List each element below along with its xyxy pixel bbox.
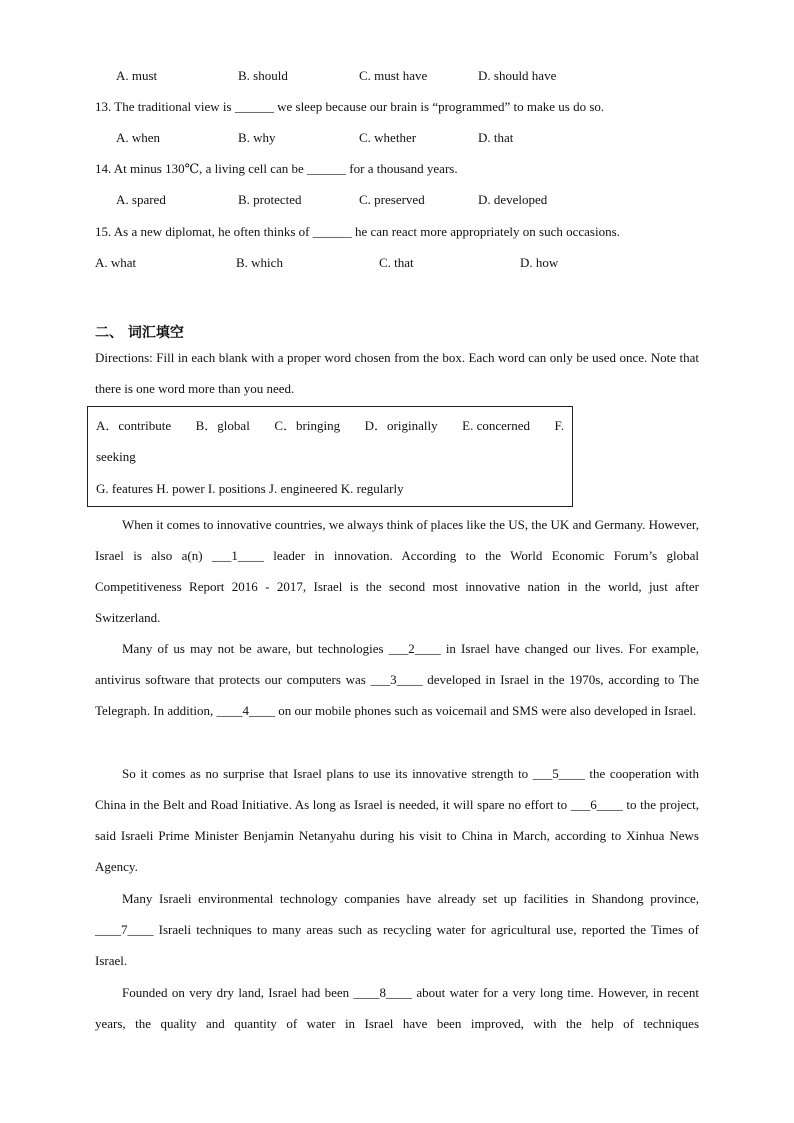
word-bank-line-1 xyxy=(96,410,564,441)
word-bank-box xyxy=(87,406,573,507)
q12-option-d: D. should have xyxy=(478,68,557,83)
word-option-f-label: F. xyxy=(554,418,564,433)
paragraph-text: When it comes to innovative countries, we always think of places like the US, the UK and Germany. However, Israel is also a(n) ___1____ leader in innovation. According to the World Economic Forum’s global Competitiveness Report 2016 - 2017, Israel is the second most innovative nation in the world, just after Switzerland. xyxy=(95,517,699,625)
passage-paragraph-2 xyxy=(95,633,699,726)
paragraph-text: Many Israeli environmental technology companies have already set up facilities in Shandong province, ____7____ Israeli techniques to many areas such as recycling water for agricultural use, reported the Times of Israel. xyxy=(95,891,699,968)
q13-options xyxy=(0,122,794,153)
q15-stem: 15. As a new diplomat, he often thinks of ______ he can react more appropriately on such occasions. xyxy=(95,224,620,239)
q14-option-b: B. protected xyxy=(238,192,302,207)
paragraph-text: Many of us may not be aware, but technologies ___2____ in Israel have changed our lives. For example, antivirus software that protects our computers was ___3____ developed in Israel in the 1970s, according to The Telegraph. In addition, ____4____ on our mobile phones such as voicemail and SMS were also developed in Israel. xyxy=(95,641,699,718)
q14-option-a: A. spared xyxy=(116,192,166,207)
word-option-a: A．contribute xyxy=(96,418,172,433)
q15-option-a: A. what xyxy=(95,255,137,270)
q14-options xyxy=(0,184,794,215)
section-heading: 二、 词汇填空 xyxy=(95,325,184,341)
q15-options xyxy=(0,247,794,278)
q12-options xyxy=(0,60,794,91)
passage-paragraph-4 xyxy=(95,883,699,976)
word-option-e: E. concerned xyxy=(462,418,530,433)
q15-option-d: D. how xyxy=(520,255,559,270)
q13-option-a: A. when xyxy=(116,130,161,145)
word-option-d: D．originally xyxy=(364,418,438,433)
word-option-b: B．global xyxy=(195,418,250,433)
passage-paragraph-1 xyxy=(95,509,699,633)
q15-option-c: C. that xyxy=(379,255,414,270)
q14-option-d: D. developed xyxy=(478,192,548,207)
directions-text: Directions: Fill in each blank with a proper word chosen from the box. Each word can only be used once. Note that there is one word more than you need. xyxy=(95,350,699,396)
q15-option-b: B. which xyxy=(236,255,283,270)
paragraph-text: So it comes as no surprise that Israel plans to use its innovative strength to ___5____ the cooperation with China in the Belt and Road Initiative. As long as Israel is needed, it will spare no effort to ___6____ to the project, said Israeli Prime Minister Benjamin Netanyahu during his visit to China in March, according to Xinhua News Agency. xyxy=(95,766,699,874)
passage-paragraph-5 xyxy=(95,977,699,1039)
passage-paragraph-3 xyxy=(95,758,699,882)
q12-option-c: C. must have xyxy=(359,68,428,83)
word-option-f: seeking xyxy=(96,449,136,464)
q14-option-c: C. preserved xyxy=(359,192,425,207)
q14-stem: 14. At minus 130℃, a living cell can be ______ for a thousand years. xyxy=(95,161,458,176)
paragraph-text: Founded on very dry land, Israel had been ____8____ about water for a very long time. However, in recent years, the quality and quantity of water in Israel have been improved, with the help of techniques xyxy=(95,985,699,1031)
q13-option-d: D. that xyxy=(478,130,514,145)
word-bank-line-3: G. features H. power I. positions J. engineered K. regularly xyxy=(96,481,404,496)
q13-option-c: C. whether xyxy=(359,130,417,145)
q13-stem: 13. The traditional view is ______ we sleep because our brain is “programmed” to make us do so. xyxy=(95,99,605,114)
word-option-c: C．bringing xyxy=(274,418,341,433)
q12-option-b: B. should xyxy=(238,68,288,83)
q13-option-b: B. why xyxy=(238,130,276,145)
q12-option-a: A. must xyxy=(116,68,158,83)
